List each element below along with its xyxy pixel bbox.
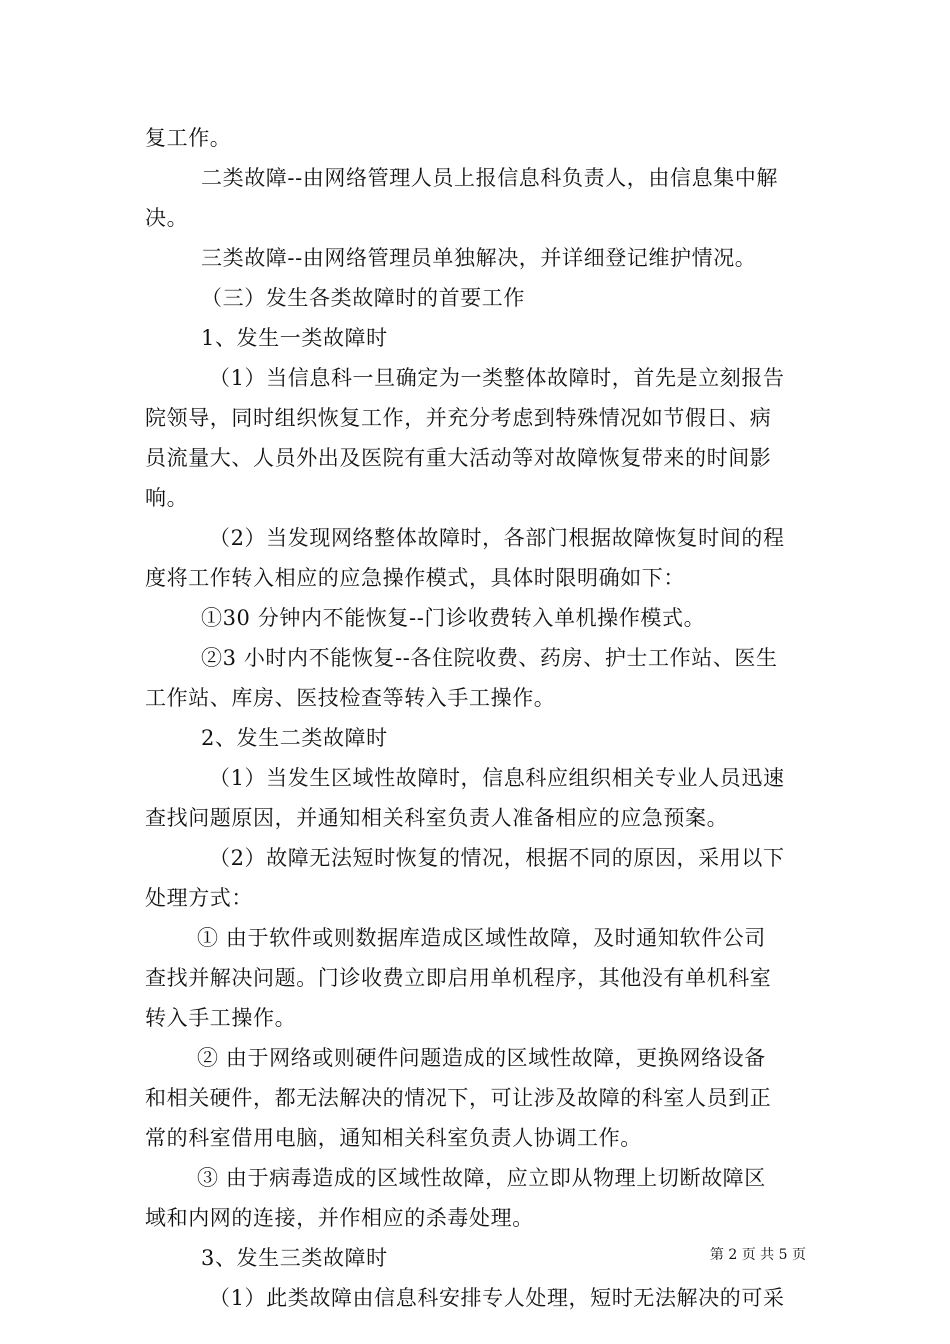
- text-line: （1）此类故障由信息科安排专人处理，短时无法解决的可采: [209, 1286, 785, 1310]
- text-line: 决。: [145, 206, 189, 230]
- text-line: 和相关硬件，都无法解决的情况下，可让涉及故障的科室人员到正: [145, 1086, 772, 1110]
- text-line: ②3 小时内不能恢复--各住院收费、药房、护士工作站、医生: [201, 646, 778, 670]
- subsection-heading: 2、发生二类故障时: [201, 726, 388, 750]
- text-line: 二类故障--由网络管理人员上报信息科负责人，由信息集中解: [201, 166, 778, 190]
- text-line: 域和内网的连接，并作相应的杀毒处理。: [145, 1206, 534, 1230]
- text-line: 三类故障--由网络管理员单独解决，并详细登记维护情况。: [201, 246, 757, 270]
- text-line: ①30 分钟内不能恢复--门诊收费转入单机操作模式。: [201, 606, 706, 630]
- document-body: [145, 118, 810, 1318]
- text-line: 查找问题原因，并通知相关科室负责人准备相应的应急预案。: [145, 806, 729, 830]
- text-line: 响。: [145, 486, 189, 510]
- subsection-heading: 3、发生三类故障时: [201, 1246, 388, 1270]
- text-line: ① 由于软件或则数据库造成区域性故障，及时通知软件公司: [197, 926, 766, 950]
- subsection-heading: 1、发生一类故障时: [201, 326, 388, 350]
- text-line: 处理方式：: [145, 886, 253, 910]
- text-line: ② 由于网络或则硬件问题造成的区域性故障，更换网络设备: [197, 1046, 766, 1070]
- page-number-footer: 第 2 页 共 5 页: [709, 1247, 806, 1263]
- text-line: 院领导，同时组织恢复工作，并充分考虑到特殊情况如节假日、病: [145, 406, 772, 430]
- text-line: 复工作。: [145, 126, 232, 150]
- text-line: 转入手工操作。: [145, 1006, 297, 1030]
- text-line: 工作站、库房、医技检查等转入手工操作。: [145, 686, 556, 710]
- text-line: 查找并解决问题。门诊收费立即启用单机程序，其他没有单机科室: [145, 966, 772, 990]
- text-line: 度将工作转入相应的应急操作模式，具体时限明确如下：: [145, 566, 685, 590]
- text-line: （2）故障无法短时恢复的情况，根据不同的原因，采用以下: [209, 846, 785, 870]
- text-line: （1）当信息科一旦确定为一类整体故障时，首先是立刻报告: [209, 366, 785, 390]
- section-heading: （三）发生各类故障时的首要工作: [201, 286, 525, 310]
- text-line: （2）当发现网络整体故障时，各部门根据故障恢复时间的程: [209, 526, 785, 550]
- text-line: 常的科室借用电脑，通知相关科室负责人协调工作。: [145, 1126, 642, 1150]
- text-line: （1）当发生区域性故障时，信息科应组织相关专业人员迅速: [209, 766, 785, 790]
- text-line: 员流量大、人员外出及医院有重大活动等对故障恢复带来的时间影: [145, 446, 772, 470]
- text-line: ③ 由于病毒造成的区域性故障，应立即从物理上切断故障区: [197, 1166, 766, 1190]
